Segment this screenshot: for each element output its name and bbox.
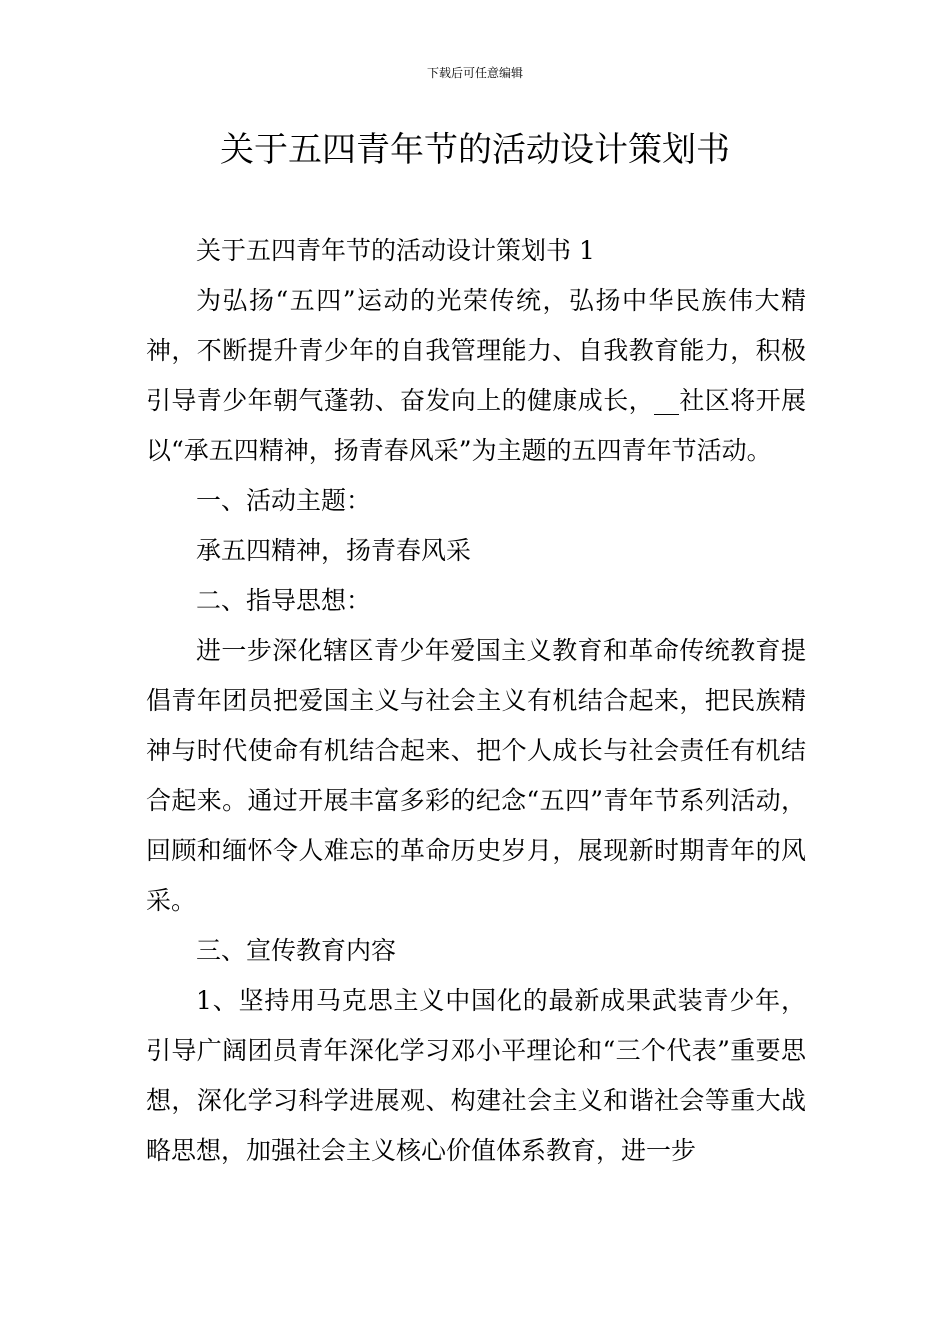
page-header-note: 下载后可任意编辑 [426, 66, 523, 80]
intro-paragraph: 为弘扬“五四”运动的光荣传统，弘扬中华民族伟大精神，不断提升青少年的自我管理能力、自我教育能力，积极引导青少年朝气蓬勃、奋发向上的健康成长，__社区将开展以“承五四精神，扬青春风采”为主题的五四青年节活动。 [146, 286, 806, 465]
section-heading-theme: 一、活动主题： [196, 486, 372, 515]
document-body [146, 226, 806, 1176]
section-heading-guiding-thought: 二、指导思想： [196, 586, 372, 615]
section-heading-education-content: 三、宣传教育内容 [196, 936, 397, 965]
document-title: 关于五四青年节的活动设计策划书 [220, 130, 730, 170]
education-item-1-paragraph: 1、坚持用马克思主义中国化的最新成果武装青少年，引导广阔团员青年深化学习邓小平理论和“三个代表”重要思想，深化学习科学进展观、构建社会主义和谐社会等重大战略思想，加强社会主义核心价值体系教育，进一步 [146, 986, 806, 1165]
subtitle-paragraph: 关于五四青年节的活动设计策划书 1 [196, 236, 595, 265]
theme-paragraph: 承五四精神，扬青春风采 [196, 536, 472, 565]
guiding-thought-paragraph: 进一步深化辖区青少年爱国主义教育和革命传统教育提倡青年团员把爱国主义与社会主义有机结合起来，把民族精神与时代使命有机结合起来、把个人成长与社会责任有机结合起来。通过开展丰富多彩的纪念“五四”青年节系列活动，回顾和缅怀令人难忘的革命历史岁月，展现新时期青年的风采。 [146, 636, 806, 915]
